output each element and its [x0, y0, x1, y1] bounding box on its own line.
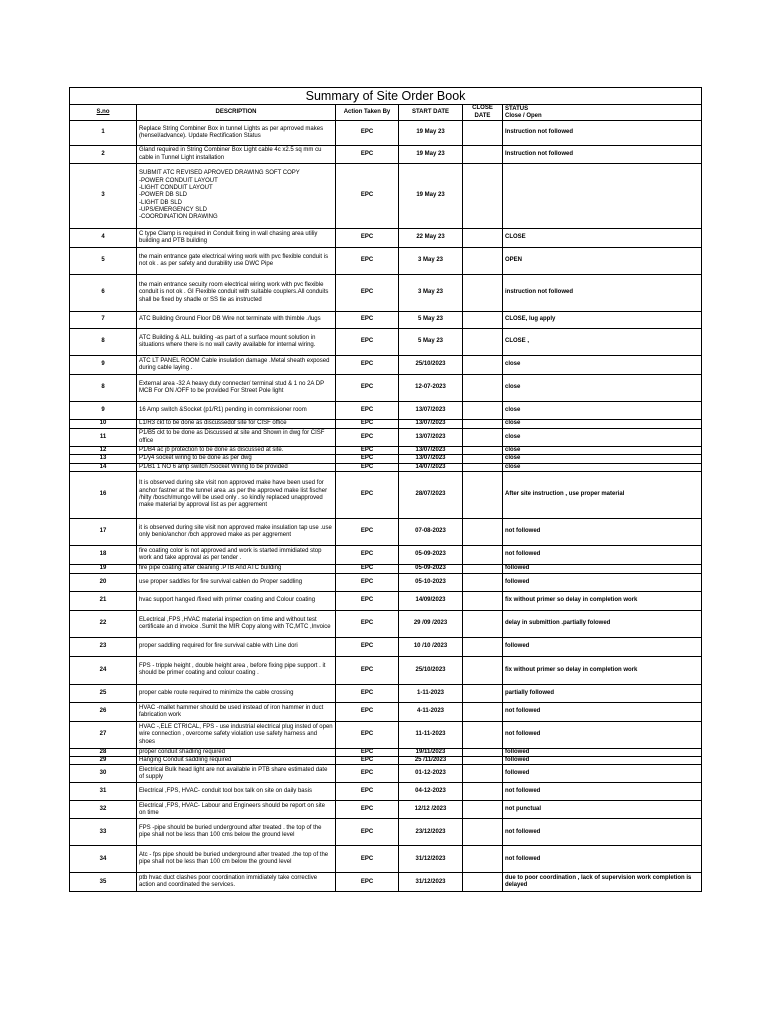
row-status: due to poor coordination , lack of supervision work completion is delayed	[503, 873, 702, 892]
row-close-date	[463, 420, 503, 429]
row-start-date: 14/07/2023	[399, 463, 463, 471]
row-action-taken-by: EPC	[336, 356, 399, 375]
row-description: fire pipe coating after cleaning .PTB And ATC building	[137, 564, 336, 573]
header-close-date: CLOSE DATE	[463, 105, 503, 121]
title-row	[70, 88, 702, 105]
row-description: ATC Building Ground Floor DB Wire not terminate with thimble ./lugs	[137, 312, 336, 329]
row-action-taken-by: EPC	[336, 275, 399, 312]
row-action-taken-by: EPC	[336, 846, 399, 873]
row-sno: 8	[70, 375, 137, 402]
row-action-taken-by: EPC	[336, 702, 399, 721]
table-row	[70, 146, 702, 164]
row-start-date: 5 May 23	[399, 312, 463, 329]
row-status: not followed	[503, 518, 702, 545]
row-description: proper cable route required to minimize the cable crossing	[137, 684, 336, 702]
row-status: CLOSE ,	[503, 329, 702, 356]
row-start-date: 11-11-2023	[399, 721, 463, 748]
row-action-taken-by: EPC	[336, 312, 399, 329]
row-start-date: 13/07/2023	[399, 420, 463, 429]
row-status: partially followed	[503, 684, 702, 702]
row-description: Hanging Conduit saddling required	[137, 757, 336, 765]
row-start-date: 12-07-2023	[399, 375, 463, 402]
row-action-taken-by: EPC	[336, 573, 399, 591]
row-close-date	[463, 873, 503, 892]
header-row	[70, 105, 702, 121]
row-start-date: 25 /11/2023	[399, 757, 463, 765]
table-row	[70, 656, 702, 684]
row-close-date	[463, 146, 503, 164]
row-sno: 32	[70, 801, 137, 819]
row-action-taken-by: EPC	[336, 591, 399, 610]
row-sno: 27	[70, 721, 137, 748]
row-status: Instruction not followed	[503, 121, 702, 146]
row-description: HVAC -mallet hammer should be used instead of iron hammer in duct fabrication work	[137, 702, 336, 721]
table-row	[70, 463, 702, 471]
row-status: followed	[503, 765, 702, 783]
row-status: close	[503, 356, 702, 375]
row-action-taken-by: EPC	[336, 375, 399, 402]
row-start-date: 07-08-2023	[399, 518, 463, 545]
row-start-date: 01-12-2023	[399, 765, 463, 783]
row-close-date	[463, 591, 503, 610]
row-sno: 28	[70, 748, 137, 756]
row-sno: 11	[70, 429, 137, 447]
row-action-taken-by: EPC	[336, 420, 399, 429]
row-sno: 4	[70, 229, 137, 248]
row-status	[503, 164, 702, 229]
row-status: not followed	[503, 721, 702, 748]
row-status: OPEN	[503, 248, 702, 275]
row-start-date: 28/07/2023	[399, 471, 463, 518]
row-description: ATC LT PANEL ROOM Cable insulation damage .Metal sheath exposed during cable laying .	[137, 356, 336, 375]
row-close-date	[463, 783, 503, 801]
row-close-date	[463, 573, 503, 591]
row-close-date	[463, 765, 503, 783]
row-description: Replace String Combiner Box in tunnel Lights as per aprroved makes (hensel/advance). Update Rectification Status	[137, 121, 336, 146]
row-status: delay in submittion .partially folowed	[503, 610, 702, 637]
row-start-date: 31/12/2023	[399, 873, 463, 892]
row-sno: 30	[70, 765, 137, 783]
row-sno: 34	[70, 846, 137, 873]
table-row	[70, 801, 702, 819]
row-start-date: 05-10-2023	[399, 573, 463, 591]
row-start-date: 3 May 23	[399, 275, 463, 312]
row-description: P1/y4 socket wiring to be done as per dwg	[137, 455, 336, 463]
row-status: followed	[503, 573, 702, 591]
table-row	[70, 329, 702, 356]
row-close-date	[463, 610, 503, 637]
row-start-date: 25/10/2023	[399, 656, 463, 684]
row-action-taken-by: EPC	[336, 757, 399, 765]
row-description: HVAC -,ELE CTRICAL, FPS - use industrial electrical plug insted of open wire connection , overcome safety violation use safety harness and shoes	[137, 721, 336, 748]
row-start-date: 14/09/2023	[399, 591, 463, 610]
row-close-date	[463, 656, 503, 684]
row-start-date: 1-11-2023	[399, 684, 463, 702]
row-sno: 7	[70, 312, 137, 329]
row-action-taken-by: EPC	[336, 819, 399, 846]
table-row	[70, 518, 702, 545]
row-start-date: 05-09-2023	[399, 564, 463, 573]
table-row	[70, 229, 702, 248]
row-status: close	[503, 463, 702, 471]
table-row	[70, 591, 702, 610]
row-close-date	[463, 748, 503, 756]
row-description: P1/B1 1 NO 6 amp switch /Socket Wiring to be provided	[137, 463, 336, 471]
row-description: the main entrance gate electrical wiring work with pvc flexible conduit is not ok . as per safety and durability use DWC Pipe	[137, 248, 336, 275]
row-description: 16 Amp switch &Socket (p1/R1) pending in commissioner room	[137, 402, 336, 420]
table-row	[70, 873, 702, 892]
row-description: ELectrical ,FPS ,HVAC material inspection on time and without test certificate an d invoice .Sumit the MIR Copy along with TC,MTC ,Invoice	[137, 610, 336, 637]
row-action-taken-by: EPC	[336, 564, 399, 573]
row-action-taken-by: EPC	[336, 455, 399, 463]
row-description: FPS -pipe should be buried underground after treated . the top of the pipe shall not be less than 100 cms below the ground level	[137, 819, 336, 846]
row-status: close	[503, 447, 702, 455]
row-start-date: 05-09-2023	[399, 545, 463, 564]
row-status: close	[503, 455, 702, 463]
row-description: Gland required in String Combiner Box Light cable 4c x2.5 sq mm cu cable in Tunnel Light installation	[137, 146, 336, 164]
row-sno: 12	[70, 447, 137, 455]
row-action-taken-by: EPC	[336, 684, 399, 702]
row-status: Instruction not followed	[503, 146, 702, 164]
row-status: not followed	[503, 702, 702, 721]
row-close-date	[463, 702, 503, 721]
row-close-date	[463, 518, 503, 545]
row-action-taken-by: EPC	[336, 329, 399, 356]
row-description: SUBMIT ATC REVISED APROVED DRAWING SOFT COPY -POWER CONDUIT LAYOUT -LIGHT CONDUIT LAYOUT -POWER DB SLD -LIGHT DB SLD -UPS/EMERGENCY SLD -COORDINATION DRAWING	[137, 164, 336, 229]
row-start-date: 10 /10 /2023	[399, 637, 463, 656]
row-action-taken-by: EPC	[336, 402, 399, 420]
row-action-taken-by: EPC	[336, 229, 399, 248]
row-status: followed	[503, 748, 702, 756]
table-row	[70, 455, 702, 463]
row-close-date	[463, 757, 503, 765]
row-status: After site instruction , use proper material	[503, 471, 702, 518]
header-action-taken-by: Action Taken By	[336, 105, 399, 121]
row-start-date: 29 /09 /2023	[399, 610, 463, 637]
row-start-date: 5 May 23	[399, 329, 463, 356]
row-sno: 24	[70, 656, 137, 684]
table-row	[70, 846, 702, 873]
row-close-date	[463, 356, 503, 375]
row-sno: 9	[70, 402, 137, 420]
row-description: P1/B5 ckt to be done as Discussed at site and Shown in dwg for CISF office	[137, 429, 336, 447]
row-description: hvac support hanged /fixed with primer coating and Colour coating	[137, 591, 336, 610]
row-start-date: 13/07/2023	[399, 447, 463, 455]
row-description: fire coating color is not approved and work is started immidiated stop work and take approval as per tender .	[137, 545, 336, 564]
row-start-date: 22 May 23	[399, 229, 463, 248]
row-action-taken-by: EPC	[336, 873, 399, 892]
row-description: External area -32 A heavy duty connecter/ terminal stud & 1 no 2A DP MCB For ON /OFF to be provided For Street Pole light	[137, 375, 336, 402]
row-description: C type Clamp is required in Conduit fixing in wall chasing area utiliy building and PTB building	[137, 229, 336, 248]
row-description: P1/B4 ac jb protection to be done as discussed at site.	[137, 447, 336, 455]
row-status: fix without primer so delay in completion work	[503, 656, 702, 684]
row-description: L1/R3 ckt to be done as discussedof site for CISF office	[137, 420, 336, 429]
row-close-date	[463, 819, 503, 846]
table-row	[70, 748, 702, 756]
row-action-taken-by: EPC	[336, 748, 399, 756]
row-start-date: 04-12-2023	[399, 783, 463, 801]
row-start-date: 19 May 23	[399, 121, 463, 146]
row-status: followed	[503, 564, 702, 573]
row-status: CLOSE	[503, 229, 702, 248]
row-start-date: 13/07/2023	[399, 402, 463, 420]
row-description: Atc - fps pipe should be buried underground after treated .the top of the pipe shall not be less than 100 cm below the ground level	[137, 846, 336, 873]
row-close-date	[463, 471, 503, 518]
row-action-taken-by: EPC	[336, 471, 399, 518]
table-row	[70, 248, 702, 275]
header-description: DESCRIPTION	[137, 105, 336, 121]
row-sno: 21	[70, 591, 137, 610]
header-sno: S.no	[70, 105, 137, 121]
table-row	[70, 402, 702, 420]
row-start-date: 13/07/2023	[399, 429, 463, 447]
row-status: close	[503, 375, 702, 402]
row-sno: 23	[70, 637, 137, 656]
page-title: Summary of Site Order Book	[70, 88, 702, 105]
table-row	[70, 471, 702, 518]
row-close-date	[463, 721, 503, 748]
table-row	[70, 702, 702, 721]
row-sno: 16	[70, 471, 137, 518]
row-sno: 20	[70, 573, 137, 591]
row-start-date: 19 May 23	[399, 164, 463, 229]
row-action-taken-by: EPC	[336, 248, 399, 275]
row-action-taken-by: EPC	[336, 610, 399, 637]
row-description: Electrical ,FPS, HVAC- conduit tool box talk on site on daily basis	[137, 783, 336, 801]
row-sno: 31	[70, 783, 137, 801]
row-action-taken-by: EPC	[336, 121, 399, 146]
row-description: it is observed during site visit non approved make insulation tap use .use only benio/anchor /bch approved make as per aggrement	[137, 518, 336, 545]
row-close-date	[463, 164, 503, 229]
row-status: not followed	[503, 545, 702, 564]
row-close-date	[463, 312, 503, 329]
row-close-date	[463, 637, 503, 656]
row-sno: 5	[70, 248, 137, 275]
row-start-date: 25/10/2023	[399, 356, 463, 375]
row-sno: 8	[70, 329, 137, 356]
table-row	[70, 356, 702, 375]
row-description: proper saddling required for fire survival cable with Line dori	[137, 637, 336, 656]
row-sno: 35	[70, 873, 137, 892]
table-row	[70, 684, 702, 702]
row-close-date	[463, 684, 503, 702]
row-close-date	[463, 545, 503, 564]
row-sno: 29	[70, 757, 137, 765]
row-sno: 6	[70, 275, 137, 312]
row-sno: 19	[70, 564, 137, 573]
row-close-date	[463, 375, 503, 402]
table-row	[70, 375, 702, 402]
row-close-date	[463, 801, 503, 819]
table-row	[70, 757, 702, 765]
row-close-date	[463, 275, 503, 312]
table-row	[70, 447, 702, 455]
row-sno: 25	[70, 684, 137, 702]
row-description: ATC Building & ALL building -as part of a surface mount solution in situations where there is no wall cavity available for internal wiring.	[137, 329, 336, 356]
row-close-date	[463, 402, 503, 420]
row-action-taken-by: EPC	[336, 783, 399, 801]
row-sno: 1	[70, 121, 137, 146]
row-close-date	[463, 329, 503, 356]
row-action-taken-by: EPC	[336, 164, 399, 229]
row-sno: 22	[70, 610, 137, 637]
row-status: not followed	[503, 819, 702, 846]
table-row	[70, 721, 702, 748]
row-start-date: 12/12 /2023	[399, 801, 463, 819]
row-close-date	[463, 564, 503, 573]
row-sno: 13	[70, 455, 137, 463]
row-status: fix without primer so delay in completion work	[503, 591, 702, 610]
header-status: STATUS Close / Open	[503, 105, 702, 121]
row-status: not followed	[503, 783, 702, 801]
row-action-taken-by: EPC	[336, 637, 399, 656]
row-close-date	[463, 121, 503, 146]
row-sno: 26	[70, 702, 137, 721]
table-row	[70, 573, 702, 591]
table-row	[70, 765, 702, 783]
row-close-date	[463, 229, 503, 248]
row-description: use proper saddles for fire survival cablen do Proper saddling	[137, 573, 336, 591]
row-start-date: 4-11-2023	[399, 702, 463, 721]
table-row	[70, 164, 702, 229]
row-start-date: 23/12/2023	[399, 819, 463, 846]
table-row	[70, 275, 702, 312]
row-status: CLOSE, lug apply	[503, 312, 702, 329]
row-close-date	[463, 463, 503, 471]
row-close-date	[463, 429, 503, 447]
row-sno: 3	[70, 164, 137, 229]
row-description: Electrical Bulk head light are not available in PTB share estimated date of supply	[137, 765, 336, 783]
row-sno: 17	[70, 518, 137, 545]
row-action-taken-by: EPC	[336, 429, 399, 447]
row-action-taken-by: EPC	[336, 518, 399, 545]
table-row	[70, 429, 702, 447]
row-status: close	[503, 429, 702, 447]
table-row	[70, 312, 702, 329]
row-start-date: 19 May 23	[399, 146, 463, 164]
row-start-date: 13/07/2023	[399, 455, 463, 463]
row-action-taken-by: EPC	[336, 801, 399, 819]
row-description: FPS - tripple height , double height area , before fixing pipe support . it should be primer coating and colour coating .	[137, 656, 336, 684]
table-row	[70, 610, 702, 637]
row-status: not punctual	[503, 801, 702, 819]
row-action-taken-by: EPC	[336, 656, 399, 684]
row-action-taken-by: EPC	[336, 146, 399, 164]
row-start-date: 31/12/2023	[399, 846, 463, 873]
table-row	[70, 819, 702, 846]
row-description: It is observed during site visit non approved make have been used for anchor fastner at the tunnel area .as per the approved make list fischer /hilty /bosch/mungo will be used only . so kindly replaced unapproved make material by approval list as per aggrement	[137, 471, 336, 518]
row-description: Electrical ,FPS, HVAC- Labour and Engineers should be report on site on time	[137, 801, 336, 819]
row-action-taken-by: EPC	[336, 447, 399, 455]
row-sno: 10	[70, 420, 137, 429]
row-sno: 33	[70, 819, 137, 846]
site-order-book-table	[69, 87, 702, 892]
table-row	[70, 637, 702, 656]
row-start-date: 3 May 23	[399, 248, 463, 275]
row-start-date: 19/11/2023	[399, 748, 463, 756]
row-close-date	[463, 846, 503, 873]
row-sno: 14	[70, 463, 137, 471]
row-status: close	[503, 420, 702, 429]
row-action-taken-by: EPC	[336, 545, 399, 564]
row-status: not followed	[503, 846, 702, 873]
table-row	[70, 420, 702, 429]
row-description: ptb hvac duct clashes poor coordination immidiately take corrective action and coordinated the services.	[137, 873, 336, 892]
row-sno: 9	[70, 356, 137, 375]
row-close-date	[463, 248, 503, 275]
row-close-date	[463, 455, 503, 463]
row-close-date	[463, 447, 503, 455]
table-row	[70, 564, 702, 573]
row-sno: 2	[70, 146, 137, 164]
header-start-date: START DATE	[399, 105, 463, 121]
row-status: close	[503, 402, 702, 420]
row-status: followed	[503, 757, 702, 765]
row-description: proper conduit shadling required	[137, 748, 336, 756]
row-sno: 18	[70, 545, 137, 564]
row-status: followed	[503, 637, 702, 656]
row-action-taken-by: EPC	[336, 721, 399, 748]
table-row	[70, 545, 702, 564]
row-description: the main entrance secuity room electrical wiring work with pvc flexible conduit is not ok . GI Flexible conduit with suitable couplers.All conduits shall be fixed by shadle or SS tie as instructed	[137, 275, 336, 312]
table-row	[70, 783, 702, 801]
table-row	[70, 121, 702, 146]
row-status: instruction not followed	[503, 275, 702, 312]
row-action-taken-by: EPC	[336, 463, 399, 471]
row-action-taken-by: EPC	[336, 765, 399, 783]
